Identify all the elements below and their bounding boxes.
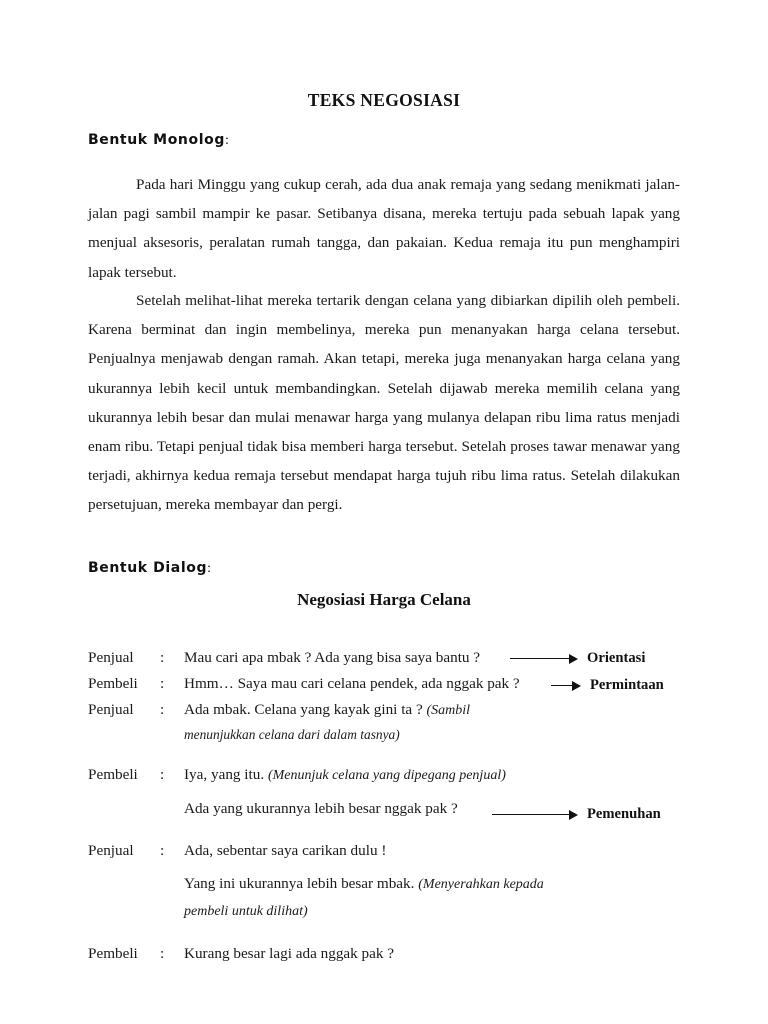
section-heading-monolog <box>88 132 229 149</box>
dialog-utterance-text: Yang ini ukurannya lebih besar mbak. <box>184 875 415 892</box>
paragraph-2: Setelah melihat-lihat mereka tertarik dengan celana yang dibiarkan dipilih oleh pembeli. Karena berminat dan ingin membelinya, mereka pun menanyakan harga celana tersebut. Penjualnya menjawab dengan ramah. Akan tetapi, mereka juga menanyakan harga celana yang ukurannya lebih kecil untuk membandingkan. Setelah dijawab mereka memilih celana yang ukurannya lebih besar dan mulai menawar harga yang mulanya delapan ribu lima ratus menjadi enam ribu. Tetapi penjual tidak bisa memberi harga tersebut. Setelah proses tawar menawar yang terjadi, akhirnya kedua remaja tersebut mendapat harga tujuh ribu lima ratus. Setelah dilakukan persetujuan, mereka membayar dan pergi. <box>88 292 680 514</box>
section-heading-monolog-colon: : <box>224 133 229 148</box>
right-arrow-icon <box>492 810 578 820</box>
dialog-speaker: Penjual <box>88 701 134 718</box>
dialog-row <box>88 838 698 925</box>
section-heading-dialog <box>88 560 211 577</box>
dialog-utterance <box>184 941 698 967</box>
dialog-utterance-line-1: Mau cari apa mbak ? Ada yang bisa saya bantu ? <box>184 649 481 666</box>
paragraph-1: Pada hari Minggu yang cukup cerah, ada dua anak remaja yang sedang menikmati jalan-jalan pagi sambil mampir ke pasar. Setibanya disana, mereka tertuju pada sebuah lapak yang menjual aksesoris, peralatan rumah tangga, dan pakaian. Kedua remaja itu pun menghampiri lapak tersebut. <box>88 176 680 281</box>
dialog-utterance-text: Ada mbak. Celana yang kayak gini ta ? <box>184 701 423 718</box>
dialog-speaker: Pembeli <box>88 675 138 692</box>
dialog-utterance-line-1: Kurang besar lagi ada nggak pak ? <box>184 945 395 962</box>
page-title: TEKS NEGOSIASI <box>307 90 461 110</box>
annotation-orientasi <box>510 650 645 667</box>
dialog-title: Negosiasi Harga Celana <box>297 590 471 609</box>
dialog-utterance <box>184 838 698 925</box>
dialog-colon: : <box>160 675 165 692</box>
annotation-label: Pemenuhan <box>587 806 661 822</box>
dialog-colon: : <box>160 649 165 666</box>
annotation-permintaan <box>551 677 664 694</box>
dialog-utterance-line-1: Hmm… Saya mau cari celana pendek, ada nggak pak ? <box>184 675 520 692</box>
dialog-colon: : <box>160 945 165 962</box>
dialog-utterance-line-2 <box>184 871 584 925</box>
dialog-stage-direction: (Sambil <box>426 703 471 718</box>
dialog-row <box>88 697 698 746</box>
dialog-speaker: Pembeli <box>88 945 138 962</box>
annotation-pemenuhan <box>492 806 661 823</box>
section-heading-dialog-label: Bentuk Dialog <box>88 560 208 576</box>
dialog-speaker: Pembeli <box>88 766 138 783</box>
dialog-utterance-line-1 <box>184 762 698 789</box>
dialog-speaker: Penjual <box>88 649 134 666</box>
section-heading-monolog-label: Bentuk Monolog <box>88 132 225 148</box>
dialog-colon: : <box>160 842 165 859</box>
right-arrow-icon <box>510 654 578 664</box>
dialog-stage-direction: (Menunjuk celana yang dipegang penjual) <box>267 768 506 783</box>
dialog-stage-direction-cont: menunjukkan celana dari dalam tasnya) <box>184 727 400 742</box>
annotation-label: Permintaan <box>590 677 664 693</box>
right-arrow-icon <box>551 681 581 691</box>
dialog-stage-direction: (Menyerahkan kepada pembeli untuk dilihat) <box>184 877 544 919</box>
dialog-utterance-text: Iya, yang itu. <box>184 766 265 783</box>
dialog-speaker: Penjual <box>88 842 134 859</box>
dialog-utterance <box>184 697 698 746</box>
dialog-utterance-line-2: Ada yang ukurannya lebih besar nggak pak ? <box>184 800 458 817</box>
dialog-utterance-line-1 <box>184 697 502 724</box>
dialog-colon: : <box>160 766 165 783</box>
dialog-colon: : <box>160 701 165 718</box>
dialog-row <box>88 941 698 967</box>
dialog-utterance-line-1: Ada, sebentar saya carikan dulu ! <box>184 842 387 859</box>
annotation-label: Orientasi <box>587 650 646 666</box>
section-heading-dialog-colon: : <box>207 561 211 576</box>
